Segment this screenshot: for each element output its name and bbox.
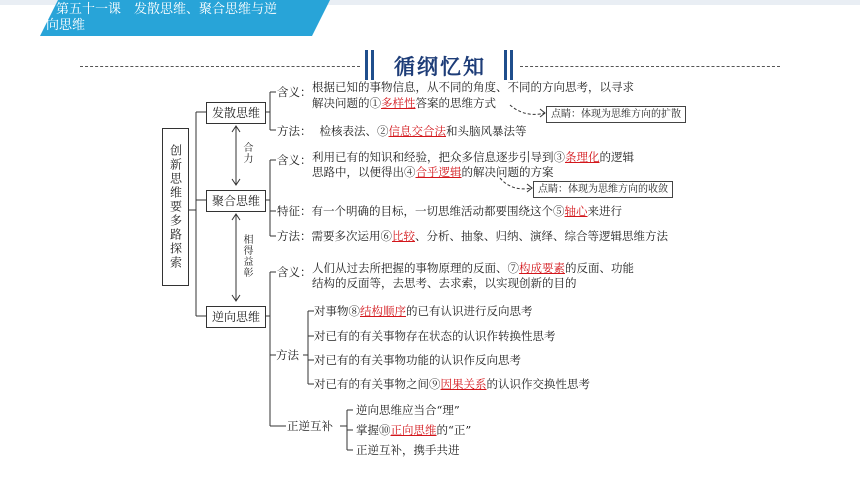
header-title-line1: 第五十一课 发散思维、聚合思维与逆	[56, 2, 278, 17]
header-title-line2: 向思维	[46, 18, 86, 33]
complement-1: 逆向思维应当合“理”	[356, 403, 460, 417]
link-mutual: 相得益彰	[241, 234, 252, 278]
note-convergent: 点睛：体现为思维方向的收敛	[533, 181, 673, 198]
answer-7: 构成要素	[519, 261, 565, 275]
convergent-meaning-line1: 利用已有的知识和经验，把众多信息逐步引导到③条理化的逻辑	[312, 150, 634, 164]
complement-3: 正逆互补，携手共进	[356, 443, 460, 457]
node-convergent: 聚合思维	[206, 190, 266, 212]
answer-10: 正向思维	[390, 423, 437, 437]
answer-9: 因果关系	[440, 377, 487, 391]
divergent-meaning-line1: 根据已知的事物信息，从不同的角度、不同的方向思考，以寻求	[312, 80, 634, 94]
node-reverse: 逆向思维	[206, 306, 266, 328]
note-divergent: 点睛：体现为思维方向的扩散	[546, 106, 686, 123]
reverse-meaning-line2: 结构的反面等，去思考、去求索，以实现创新的目的	[312, 276, 577, 290]
convergent-meaning-line2: 思路中，以便得出④合乎逻辑的解决问题的方案	[312, 165, 554, 179]
link-combine: 合力	[241, 142, 252, 164]
reverse-method-label: 方法	[276, 348, 299, 362]
root-node: 创新思维要多路探索	[162, 128, 189, 286]
node-divergent: 发散思维	[206, 102, 266, 124]
reverse-complement-label: 正逆互补	[287, 419, 333, 433]
answer-2: 信息交合法	[388, 124, 446, 138]
reverse-meaning-label: 含义：	[277, 265, 312, 279]
reverse-method-4: 对已有的有关事物之间⑨因果关系的认识作交换性思考	[314, 377, 590, 391]
convergent-meaning-label: 含义：	[277, 153, 312, 167]
convergent-feature: 特征：有一个明确的目标，一切思维活动都要围绕这个⑤轴心来进行	[277, 204, 622, 218]
divergent-meaning-label: 含义：	[277, 85, 312, 99]
answer-8: 结构顺序	[360, 304, 406, 318]
reverse-method-3: 对已有的有关事物功能的认识作反向思考	[314, 353, 521, 367]
divergent-method: 方法： 检核表法、②信息交合法和头脑风暴法等	[277, 124, 527, 138]
answer-3: 条理化	[565, 150, 600, 164]
reverse-method-1: 对事物⑧结构顺序的已有认识进行反向思考	[314, 304, 533, 318]
answer-1: 多样性	[381, 96, 416, 110]
answer-4: 合乎逻辑	[415, 165, 462, 179]
answer-5: 轴心	[564, 204, 588, 218]
complement-2: 掌握⑩正向思维的“正”	[356, 423, 472, 437]
reverse-meaning-line1: 人们从过去所把握的事物原理的反面、⑦构成要素的反面、功能	[312, 261, 634, 275]
banner-title: 循纲忆知	[394, 55, 486, 79]
reverse-method-2: 对已有的有关事物存在状态的认识作转换性思考	[314, 329, 556, 343]
convergent-method: 方法：需要多次运用⑥比较、分析、抽象、归纳、演绎、综合等逻辑思维方法	[277, 229, 668, 243]
answer-6: 比较	[392, 229, 415, 243]
divergent-meaning-line2: 解决问题的①多样性答案的思维方式	[312, 96, 496, 110]
